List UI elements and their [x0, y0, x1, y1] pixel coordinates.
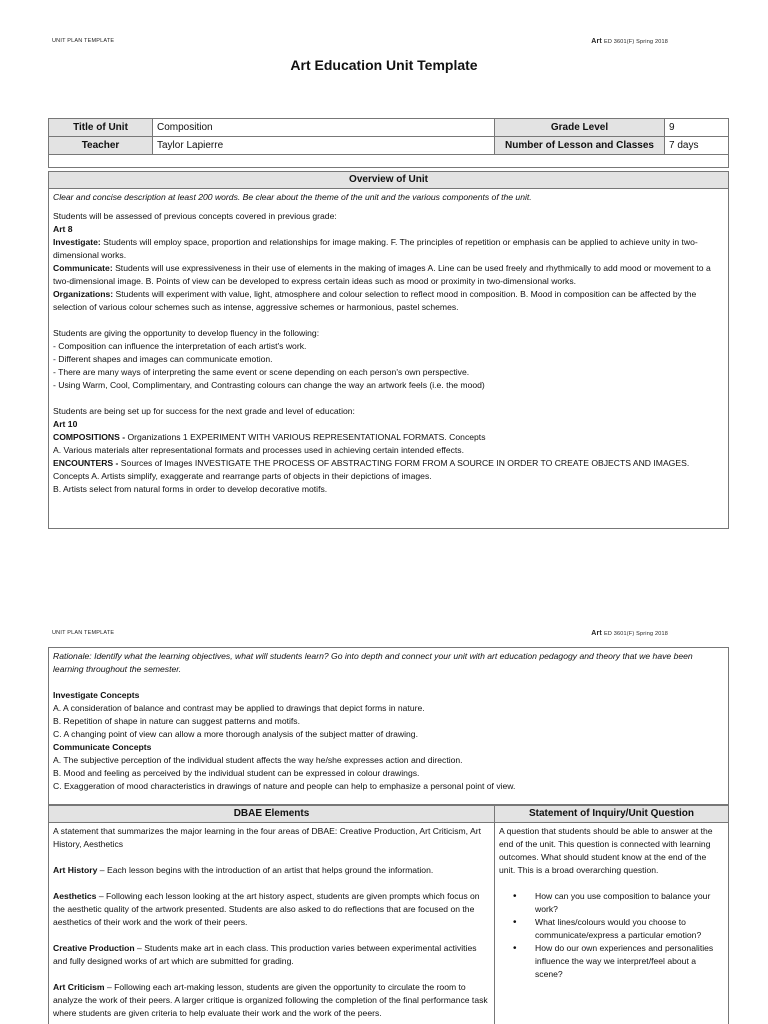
course-code-bold: Art	[591, 630, 602, 637]
investigate-concepts-heading: Investigate Concepts	[53, 690, 140, 700]
art-criticism-paragraph	[53, 981, 490, 1020]
running-header-left: UNIT PLAN TEMPLATE	[52, 630, 115, 636]
creative-production-text: – Students make art in each class. This production varies between experimental activities and fully designed works of art which are submitted for grading.	[53, 943, 477, 966]
inquiry-header: Statement of Inquiry/Unit Question	[495, 806, 728, 823]
running-header-right	[591, 630, 668, 637]
fluency-item: - Using Warm, Cool, Complimentary, and Contrasting colours can change the way an artwork feels (i.e. the mood)	[53, 380, 485, 390]
rationale-body	[49, 648, 728, 795]
compositions-text: Organizations 1 EXPERIMENT WITH VARIOUS REPRESENTATIONAL FORMATS. Concepts	[125, 432, 486, 442]
inquiry-column	[495, 806, 728, 1024]
table-row	[49, 155, 729, 168]
empty-row	[49, 155, 729, 168]
grade-level-label: Grade Level	[495, 119, 665, 137]
creative-production-label: Creative Production	[53, 943, 135, 953]
list-item: • What lines/colours would you choose to communicate/express a particular emotion?	[535, 916, 724, 942]
aesthetics-text: – Following each lesson looking at the art history aspect, students are given prompts which focus on the aesthetic quality of the artwork presented. Students are also asked to do reflections that are focused on the aesthetics of their work and the work of their peers.	[53, 891, 480, 927]
art-history-label: Art History	[53, 865, 98, 875]
concept-item: C. Exaggeration of mood characteristics in drawings of nature and people can help to emphasize a personal point of view.	[53, 781, 516, 791]
aesthetics-paragraph	[53, 890, 490, 929]
investigate-text: Students will employ space, proportion and relationships for image making. F. The principles of repetition or emphasis can be applied to achieve unity in two-dimensional works.	[53, 237, 698, 260]
communicate-text: Students will use expressiveness in their use of elements in the making of images A. Line can be used freely and rhythmically to add mood or movement to a two-dimensional image. B. Points of view can be developed to express certain ideas such as mood or proximity in two-dimensional works.	[53, 263, 711, 286]
list-item: • How do our own experiences and personalities influence the way we interpret/feel about a scene?	[535, 942, 724, 981]
concept-item: C. A changing point of view can allow a more thorough analysis of the subject matter of drawing.	[53, 729, 418, 739]
document-title: Art Education Unit Template	[290, 57, 478, 73]
encounters-paragraph	[53, 457, 724, 470]
fluency-item: - Different shapes and images can communicate emotion.	[53, 354, 273, 364]
investigate-label: Investigate:	[53, 237, 101, 247]
creative-production-paragraph	[53, 942, 490, 968]
page-separator	[0, 560, 768, 590]
inquiry-intro: A question that students should be able to answer at the end of the unit. This question is connected with learning outcomes. What should student know at the end of the unit. This is a broad overarching question.	[499, 826, 713, 875]
fluency-item: - There are many ways of interpreting the same event or scene depending on each person's own perspective.	[53, 367, 470, 377]
aesthetics-label: Aesthetics	[53, 891, 97, 901]
teacher-label: Teacher	[49, 137, 153, 155]
art-criticism-label: Art Criticism	[53, 982, 105, 992]
lessons-label: Number of Lesson and Classes	[495, 137, 665, 155]
grade-level-value: 9	[665, 119, 729, 137]
organizations-text: Students will experiment with value, light, atmosphere and colour selection to reflect mood in composition. B. Mood in composition can be affected by the selection of various colour schemes such as intense, aggressive schemes or harmonious, pastel schemes.	[53, 289, 697, 312]
concept-item: A. A consideration of balance and contrast may be applied to drawings that depict forms in nature.	[53, 703, 425, 713]
lessons-value: 7 days	[665, 137, 729, 155]
art-history-paragraph	[53, 864, 490, 877]
compositions-label: COMPOSITIONS -	[53, 432, 126, 442]
dbae-inquiry-table	[48, 805, 729, 1024]
fluency-intro: Students are giving the opportunity to develop fluency in the following:	[53, 328, 320, 338]
overview-header: Overview of Unit	[49, 172, 728, 189]
assessed-intro: Students will be assessed of previous concepts covered in previous grade:	[53, 211, 337, 221]
dbae-body	[49, 823, 494, 1022]
running-header-left: UNIT PLAN TEMPLATE	[52, 38, 115, 44]
concept-item: B. Mood and feeling as perceived by the individual student can be expressed in colour drawings.	[53, 768, 420, 778]
overview-instruction: Clear and concise description at least 200 words. Be clear about the theme of the unit and the various components of the unit.	[53, 192, 532, 202]
unit-info-table	[48, 118, 729, 168]
communicate-label: Communicate:	[53, 263, 113, 273]
list-item: • How can you use composition to balance your work?	[535, 890, 724, 916]
communicate-paragraph	[53, 262, 724, 288]
course-code: ED 3601(F) Spring 2018	[603, 39, 668, 45]
dbae-header: DBAE Elements	[49, 806, 494, 823]
organizations-label: Organizations:	[53, 289, 114, 299]
encounters-label: ENCOUNTERS -	[53, 458, 119, 468]
encounters-text: Sources of Images INVESTIGATE THE PROCESS OF ABSTRACTING FORM FROM A SOURCE IN ORDER TO CREATE OBJECTS AND IMAGES.	[118, 458, 690, 468]
organizations-paragraph	[53, 288, 724, 314]
concept-item: B. Repetition of shape in nature can suggest patterns and motifs.	[53, 716, 300, 726]
communicate-concepts-heading: Communicate Concepts	[53, 742, 152, 752]
encounters-a: Concepts A. Artists simplify, exaggerate and rearrange parts of objects in their depictions of images.	[53, 471, 432, 481]
title-of-unit-label: Title of Unit	[49, 119, 153, 137]
inquiry-question-list	[499, 890, 724, 981]
rationale-instruction: Rationale: Identify what the learning objectives, what will students learn? Go into depth and connect your unit with art education pedagogy and theory that we have been learning throughout the semester.	[53, 651, 693, 674]
art10-heading: Art 10	[53, 419, 78, 429]
table-row	[49, 119, 729, 137]
title-of-unit-value: Composition	[153, 119, 495, 137]
concept-item: A. The subjective perception of the individual student affects the way he/she expresses action and direction.	[53, 755, 463, 765]
course-code: ED 3601(F) Spring 2018	[603, 631, 668, 637]
compositions-paragraph	[53, 431, 724, 444]
overview-section	[48, 171, 729, 529]
encounters-b: B. Artists select from natural forms in order to develop decorative motifs.	[53, 484, 328, 494]
running-header-right	[591, 38, 668, 45]
art8-heading: Art 8	[53, 224, 73, 234]
overview-body	[49, 189, 728, 498]
inquiry-body	[495, 823, 728, 983]
dbae-intro: A statement that summarizes the major learning in the four areas of DBAE: Creative Production, Art Criticism, Art History, Aesthetics	[53, 826, 481, 849]
art-criticism-text: – Following each art-making lesson, students are given the opportunity to circulate the room to analyze the work of their peers. A larger critique is organized following the completion of the final performance task where students are given criteria to help evaluate their work and the work of the peers.	[53, 982, 488, 1018]
compositions-a: A. Various materials alter representational formats and processes used in achieving certain intended effects.	[53, 445, 464, 455]
fluency-item: - Composition can influence the interpretation of each artist's work.	[53, 341, 307, 351]
art-history-text: – Each lesson begins with the introduction of an artist that helps ground the information.	[97, 865, 434, 875]
next-intro: Students are being set up for success for the next grade and level of education:	[53, 406, 355, 416]
teacher-value: Taylor Lapierre	[153, 137, 495, 155]
dbae-column	[49, 806, 495, 1024]
investigate-paragraph	[53, 236, 724, 262]
table-row	[49, 137, 729, 155]
course-code-bold: Art	[591, 38, 602, 45]
rationale-section	[48, 647, 729, 805]
